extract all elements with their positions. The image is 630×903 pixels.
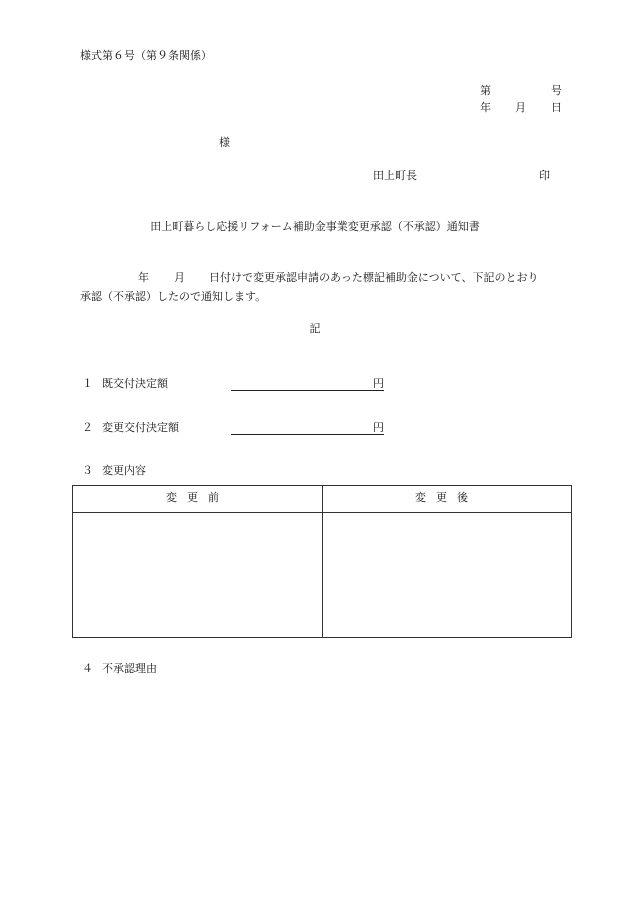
item-1-unit: 円 (373, 377, 384, 390)
issuer-name: 田上町長 (373, 169, 417, 182)
date-year: 年 (480, 101, 491, 114)
body-text-line1: 日付けで変更承認申請のあった標記補助金について、下記のとおり (209, 271, 539, 284)
item-1-label: 既交付決定額 (102, 377, 168, 390)
item-1-underline (231, 390, 384, 391)
number-prefix: 第 (480, 84, 491, 97)
item-4-number: ４ (82, 662, 93, 675)
item-3-label: 変更内容 (102, 464, 146, 477)
item-2-number: ２ (82, 421, 93, 434)
item-4-label: 不承認理由 (102, 662, 157, 675)
number-suffix: 号 (551, 84, 562, 97)
body-year: 年 (138, 271, 149, 284)
issuer-seal: 印 (539, 169, 550, 182)
form-label: 様式第６号（第９条関係） (80, 49, 212, 62)
addressee-suffix: 様 (219, 136, 230, 149)
table-column-divider (322, 486, 323, 637)
item-1-number: １ (82, 377, 93, 390)
body-month: 月 (174, 271, 185, 284)
table-header-before: 変更前 (166, 491, 229, 504)
item-2-underline (231, 434, 384, 435)
item-2-label: 変更交付決定額 (102, 421, 179, 434)
table-header-divider (73, 512, 571, 513)
body-text-line2: 承認（不承認）したので通知します。 (80, 290, 267, 303)
item-2-unit: 円 (373, 421, 384, 434)
document-title: 田上町暮らし応援リフォーム補助金事業変更承認（不承認）通知書 (150, 220, 480, 233)
ki-heading: 記 (309, 322, 321, 335)
table-header-after: 変更後 (415, 491, 478, 504)
date-day: 日 (551, 101, 562, 114)
change-table (72, 485, 572, 638)
item-3-number: ３ (82, 464, 93, 477)
date-month: 月 (515, 101, 526, 114)
